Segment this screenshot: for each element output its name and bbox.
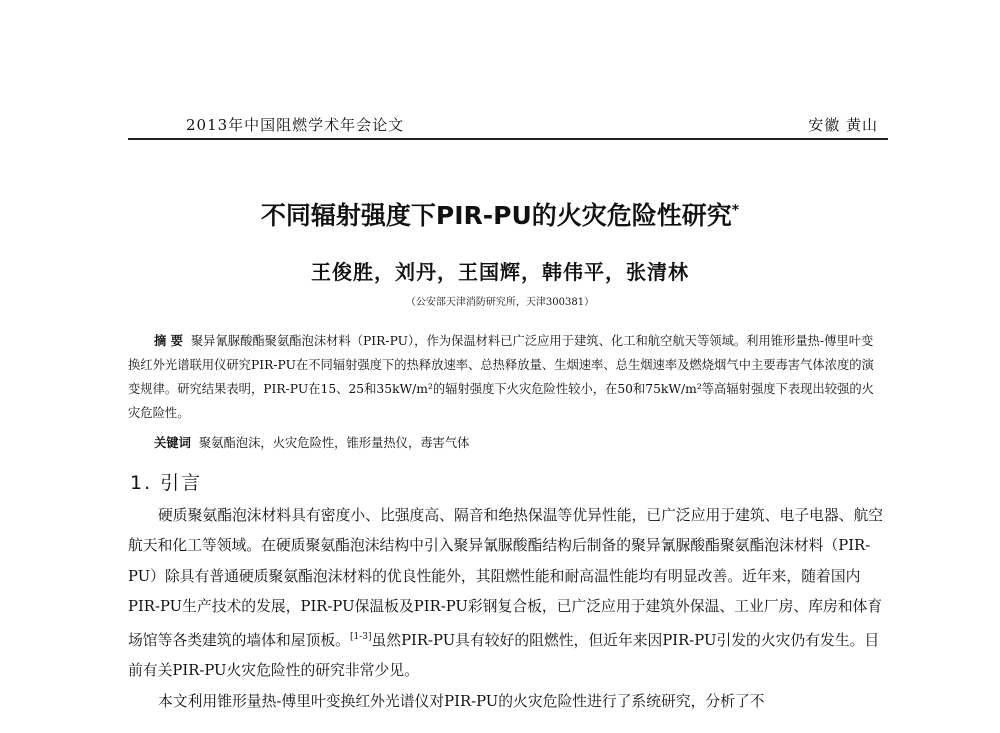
introduction-body (128, 501, 888, 717)
body-paragraph-part-1: 硬质聚氨酯泡沫材料具有密度小、比强度高、隔音和绝热保温等优异性能，已广泛应用于建筑、电子电器、航空航天和化工等领域。在硬质聚氨酯泡沫结构中引入聚异氰脲酸酯结构后制备的聚异氰脲酸酯聚氨酯泡沫材料（PIR-PU）除具有普通硬质聚氨酯泡沫材料的优良性能外，其阻燃性能和耐高温性能均有明显改善。近年来，随着国内PIR-PU生产技术的发展，PIR-PU保温板及PIR-PU彩钢复合板，已广泛应用于建筑外保温、工业厂房、库房和体育场馆等各类建筑的墙体和屋顶板。 (128, 507, 884, 650)
abstract-text: 聚异氰脲酸酯聚氨酯泡沫材料（PIR-PU），作为保温材料已广泛应用于建筑、化工和航空航天等领域。利用锥形量热-傅里叶变换红外光谱联用仪研究PIR-PU在不同辐射强度下的热释放速率、总热释放量、生烟速率、总生烟速率及燃烧烟气中主要毒害气体浓度的演变规律。研究结果表明，PIR-PU在15、25和35kW/m²的辐射强度下火灾危险性较小，在50和75kW/m²等高辐射强度下表现出较强的火灾危险性。 (128, 334, 874, 420)
section-heading-introduction: 1. 引言 (130, 472, 203, 494)
paper-title (0, 196, 1000, 232)
abstract-label: 摘 要 (154, 334, 183, 348)
paper-title-text: 不同辐射强度下PIR-PU的火灾危险性研究 (260, 201, 732, 230)
running-header (128, 108, 888, 140)
conference-name: 2013年中国阻燃学术年会论文 (186, 116, 405, 134)
body-paragraph (128, 501, 888, 687)
body-paragraph-part-2: 虽然PIR-PU具有较好的阻燃性，但近年来因PIR-PU引发的火灾仍有发生。目前有关PIR-PU火灾危险性的研究非常少见。 (128, 632, 880, 680)
keywords-text: 聚氨酯泡沫，火灾危险性，锥形量热仪，毒害气体 (198, 436, 470, 450)
abstract-paragraph (128, 329, 880, 425)
conference-location: 安徽 黄山 (808, 116, 878, 134)
author-list: 王俊胜，刘丹，王国辉，韩伟平，张清林 (311, 260, 689, 284)
keywords-label: 关键词 (154, 436, 191, 450)
citation-ref: [1-3] (349, 632, 372, 643)
title-footnote-mark: * (731, 202, 740, 219)
abstract-block (128, 329, 880, 425)
body-paragraph: 本文利用锥形量热-傅里叶变换红外光谱仪对PIR-PU的火灾危险性进行了系统研究，分析了不 (158, 692, 765, 710)
author-affiliation: （公安部天津消防研究所，天津300381） (405, 297, 595, 308)
keywords-block (128, 433, 880, 451)
